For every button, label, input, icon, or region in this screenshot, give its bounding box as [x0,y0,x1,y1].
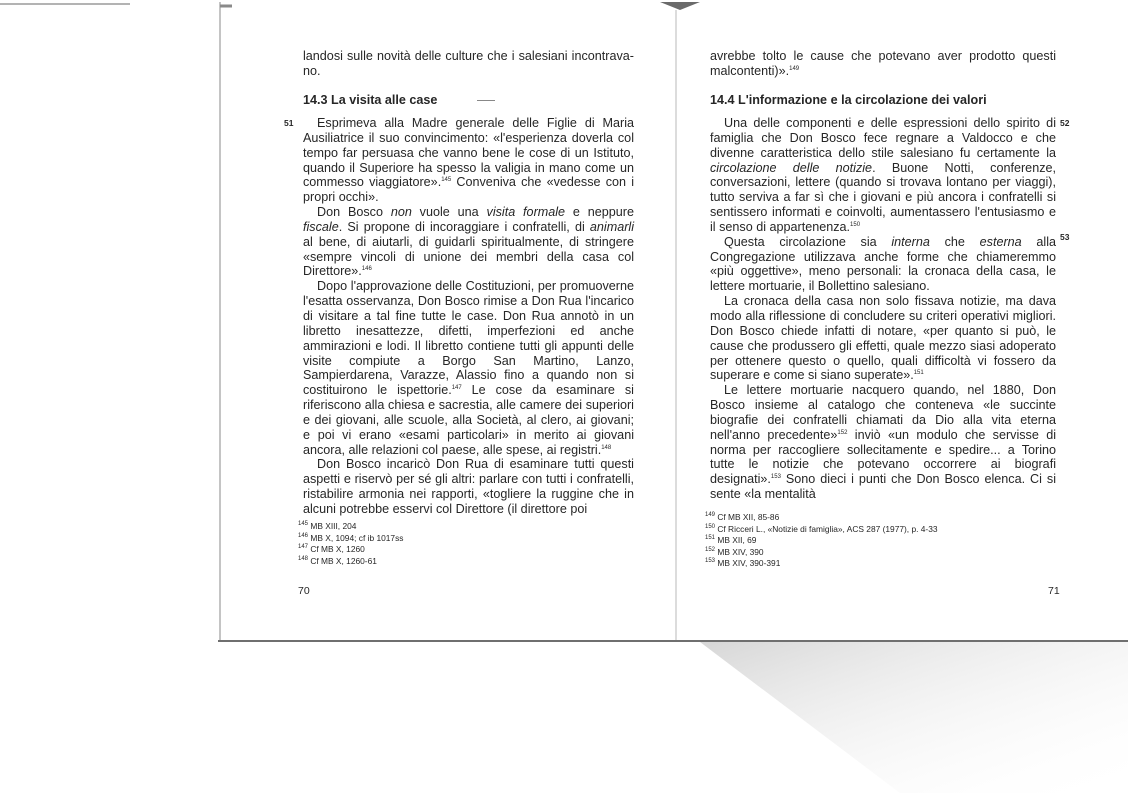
margin-number: 51 [284,118,294,128]
right-footnotes [705,512,938,570]
paragraph: Don Bosco non vuole una visita formale e neppure fiscale. Si propone di incoraggiare i confratelli, di animarli al bene, di aiutarli, di guidarli spiritualmente, di stringere «sempre vincoli di unione dei membri della casa col Direttore».$^{146}$ [303,205,634,279]
footnote: $^{147}$ Cf MB X, 1260 [298,544,365,555]
page-number: 71 [1048,585,1060,597]
right-intro: avrebbe tolto le cause che potevano aver prodotto questi malcontenti)».$^{149}$ [710,49,1056,78]
paragraph: Don Bosco incaricò Don Rua di esaminare tutti questi aspetti e riservò per sé gli altri: parlare con tutti i confratelli, ristabilire armonia nei rapporti, «togliere la ruggine che in alcuni potrebbe esservi col Direttore (il direttore poi [303,457,634,516]
paragraph: Questa circolazione sia interna che esterna alla Congregazione utilizzava anche forme che chiameremmo «più oggettive», meno personali: la cronaca della casa, le lettere mortuarie, il Bollettino salesiano. [710,234,1056,294]
left-section-heading: 14.3 La visita alle case [303,93,495,108]
left-footnotes [298,521,403,567]
paragraph: Dopo l'approvazione delle Costituzioni, per promuoverne l'esatta osservanza, Don Bosco rimise a Don Rua l'incarico di visitare a tal fine tutte le case. Don Rua annotò in un libretto inesattezze, difetti, imperfezioni ed anche ammirazioni e lodi. Il libretto contiene tutti gli appunti delle visite compiute a Borgo San Martino, Lanzo, Sampierdarena, Varazze, Alassio fino a quando non si costituirono le ispettorie.$^{147}$ Le cose da esaminare si riferiscono alla chiesa e sacrestia, alle camere dei superiori e dei giovani, alle scuole, alla Società, al clero, ai giovani; e poi vi erano «esami particolari» in merito ai giovani ancora, alle relazioni col paese, alle spese, ai registri.$^{148}$ [303,279,634,457]
footnote: $^{153}$ MB XIV, 390-391 [705,558,781,569]
footnote: $^{145}$ MB XIII, 204 [298,521,357,531]
left-page [220,0,676,640]
margin-number: 52 [1060,118,1070,128]
paragraph: Le lettere mortuarie nacquero quando, nel 1880, Don Bosco insieme al catalogo che conteneva «le succinte biografie dei confratelli chiamati da Dio alla vita eterna nell'anno precedente»$^{152}$ inviò «un modulo che servisse di norma per raccogliere sollecitamente e spedire... a Torino tutte le notizie che potevano occorrere ai biografi designati».$^{153}$ Sono dieci i punti che Don Bosco elenca. Ci si sente «la mentalità [710,383,1057,502]
footnote: $^{149}$ Cf MB XII, 85-86 [705,512,780,522]
margin-number: 53 [1060,232,1070,242]
right-section-heading: 14.4 L'informazione e la circolazione dei valori [710,93,987,107]
paragraph: Esprimeva alla Madre generale delle Figlie di Maria Ausiliatrice il suo convincimento: «l'esperienza doverla col tempo far persuasa che vanno bene le cose di un Istituto, quando il Superiore ha spesso la valigia in mano come un commesso viaggiatore».$^{145}$ Conveniva che «vedesse con i propri occhi». [303,116,635,205]
paragraph: Una delle componenti e delle espressioni dello spirito di famiglia che Don Bosco fece regnare a Valdocco e che divenne caratteristica dello stile salesiano fu certamente la circolazione delle notizie. Buone Notti, conferenze, conversazioni, lettere (quando si trovava lontano per viaggi), tutto serviva a far sì che i giovani e più ancora i confratelli si sentissero informati e coinvolti, aumentassero l'entusiasmo e il senso di appartenenza.$^{150}$ [710,116,1056,234]
page-number: 70 [298,585,310,597]
left-intro: landosi sulle novità delle culture che i salesiani incontrava-no. [303,49,634,78]
left-body [303,116,634,517]
footnote: $^{152}$ MB XIV, 390 [705,546,764,557]
footnote: $^{146}$ MB X, 1094; cf ib 1017ss [298,532,404,543]
paragraph: La cronaca della casa non solo fissava notizie, ma dava modo alla riflessione di concludere su criteri operativi migliori. Don Bosco chiede infatti di notare, «per quanto si può, le cause che produssero gli effetti, quale mezzo siasi adoperato per ottenere questo o quello, quali difficoltà vi fossero da superare e come si siano superate».$^{151}$ [710,294,1056,383]
right-body [710,116,1056,502]
footnote: $^{150}$ Cf Ricceri L., «Notizie di famiglia», ACS 287 (1977), p. 4-33 [705,523,938,534]
right-page [678,0,1118,640]
footnote: $^{151}$ MB XII, 69 [705,535,757,546]
footnote: $^{148}$ Cf MB X, 1260-61 [298,555,377,566]
